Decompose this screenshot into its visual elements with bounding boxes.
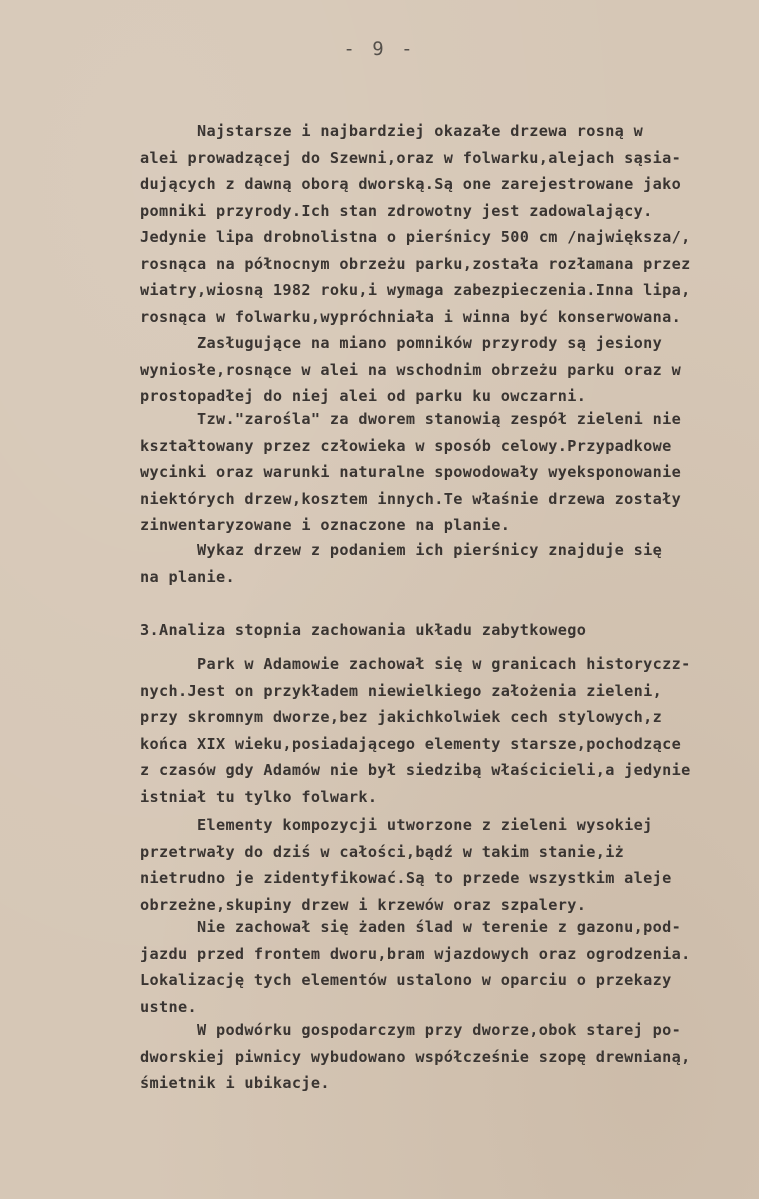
paragraph-no-trace (140, 914, 755, 1020)
text-line: Elementy kompozycji utworzone z zieleni wysokiej (140, 816, 653, 834)
text-line: rosnąca w folwarku,wypróchniała i winna być konserwowana. (140, 307, 682, 326)
paragraph-ash-trees (140, 330, 755, 410)
text-line: dworskiej piwnicy wybudowano współcześnie szopę drewnianą, (140, 1047, 691, 1066)
text-line: Tzw."zarośla" za dworem stanowią zespół zieleni nie (140, 410, 682, 428)
text-line: Nie zachował się żaden ślad w terenie z gazonu,pod- (140, 918, 682, 936)
text-line: jazdu przed frontem dworu,bram wjazdowych oraz ogrodzenia. (140, 944, 691, 963)
paragraph-park-adamow (140, 651, 755, 810)
text-line: Park w Adamowie zachował się w granicach historyczz- (140, 655, 691, 673)
heading-text: 3.Analiza stopnia zachowania układu zabytkowego (140, 621, 587, 639)
text-line: alei prowadzącej do Szewni,oraz w folwarku,alejach sąsia- (140, 148, 682, 167)
text-line: Wykaz drzew z podaniem ich pierśnicy znajduje się (140, 541, 663, 559)
text-line: istniał tu tylko folwark. (140, 787, 378, 806)
text-line: W podwórku gospodarczym przy dworze,obok starej po- (140, 1021, 682, 1039)
text-line: kształtowany przez człowieka w sposób celowy.Przypadkowe (140, 436, 672, 455)
page-number: - 9 - (343, 38, 416, 60)
text-line: ustne. (140, 997, 197, 1016)
paragraph-tree-list (140, 537, 755, 590)
paragraph-oldest-trees (140, 118, 755, 330)
text-line: nietrudno je zidentyfikować.Są to przede wszystkim aleje (140, 869, 672, 887)
text-line: z czasów gdy Adamów nie był siedzibą właścicieli,a jedynie (140, 761, 691, 779)
text-line: Jedynie lipa drobnolistna o pierśnicy 500 cm /największa/, (140, 228, 691, 246)
text-line: Lokalizację tych elementów ustalono w oparciu o przekazy (140, 971, 672, 989)
text-line: przy skromnym dworze,bez jakichkolwiek cech stylowych,z (140, 708, 663, 726)
text-line: Zasługujące na miano pomników przyrody są jesiony (140, 334, 663, 352)
text-line: obrzeżne,skupiny drzew i krzewów oraz szpalery. (140, 895, 587, 914)
paragraph-thickets (140, 406, 755, 539)
text-line: rosnąca na północnym obrzeżu parku,została rozłamana przez (140, 254, 691, 273)
text-line: prostopadłej do niej alei od parku ku owczarni. (140, 387, 587, 405)
text-line: niektórych drzew,kosztem innych.Te właśnie drzewa zostały (140, 489, 682, 508)
text-line: na planie. (140, 567, 235, 586)
text-line: śmietnik i ubikacje. (140, 1074, 330, 1092)
text-line: wiatry,wiosną 1982 roku,i wymaga zabezpieczenia.Inna lipa, (140, 281, 691, 299)
paragraph-composition-elements (140, 812, 755, 918)
text-line: przetrwały do dziś w całości,bądź w takim stanie,iż (140, 842, 625, 861)
paragraph-farmyard (140, 1017, 755, 1097)
text-line: zinwentaryzowane i oznaczone na planie. (140, 516, 511, 534)
text-line: końca XIX wieku,posiadającego elementy starsze,pochodzące (140, 734, 682, 753)
section-heading (140, 617, 755, 644)
text-line: dujących z dawną oborą dworską.Są one zarejestrowane jako (140, 175, 682, 193)
text-line: pomniki przyrody.Ich stan zdrowotny jest zadowalający. (140, 201, 653, 220)
text-line: wyniosłe,rosnące w alei na wschodnim obrzeżu parku oraz w (140, 360, 682, 379)
text-line: Najstarsze i najbardziej okazałe drzewa rosną w (140, 122, 644, 140)
text-line: wycinki oraz warunki naturalne spowodowały wyeksponowanie (140, 463, 682, 481)
text-line: nych.Jest on przykładem niewielkiego założenia zieleni, (140, 681, 663, 700)
